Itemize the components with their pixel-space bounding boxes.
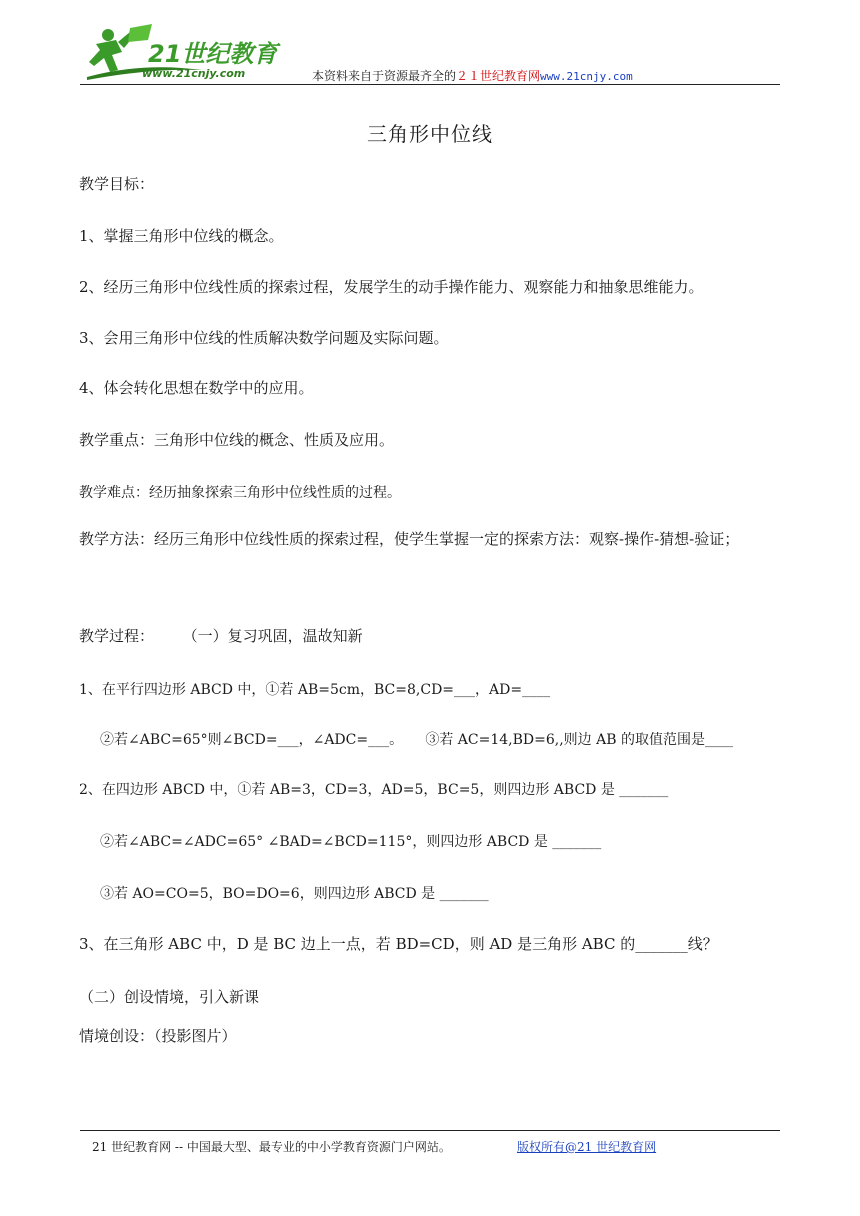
section-2-heading: （二）创设情境，引入新课 [79,988,260,1006]
logo-text: 21世纪教育 [148,40,278,68]
question-2b: ②若∠ABC=∠ADC=65° ∠BAD=∠BCD=115°，则四边形 ABCD 是 _______ [100,834,602,850]
objective-2: 2、经历三角形中位线性质的探索过程，发展学生的动手操作能力、观察能力和抽象思维能力。 [79,278,704,296]
page-title: 三角形中位线 [367,122,493,146]
objectives-heading: 教学目标： [79,175,155,193]
key-points: 教学重点：三角形中位线的概念、性质及应用。 [79,431,395,449]
logo-url: www.21cnjy.com [142,67,246,80]
source-url-link[interactable]: www.21cnjy.com [540,70,633,83]
runner-icon [89,29,134,72]
site-logo[interactable] [82,22,282,84]
question-2a: 2、在四边形 ABCD 中，①若 AB=3，CD=3，AD=5，BC=5，则四边形 ABCD 是 _______ [79,782,669,798]
source-prefix: 本资料来自于资源最齐全的 [312,69,457,83]
difficulties: 教学难点：经历抽象探索三角形中位线性质的过程。 [79,485,401,501]
scenario-line: 情境创设：（投影图片） [79,1027,237,1045]
objective-4: 4、体会转化思想在数学中的应用。 [79,379,314,397]
question-1a: 1、在平行四边形 ABCD 中，①若 AB=5cm，BC=8,CD=___，AD=____ [79,682,551,698]
question-3: 3、在三角形 ABC 中，D 是 BC 边上一点，若 BD=CD，则 AD 是三角形 ABC 的_______线？ [79,935,718,953]
teaching-method: 教学方法：经历三角形中位线性质的探索过程，使学生掌握一定的探索方法：观察-操作-猜想-验证； [79,530,740,548]
source-site-link[interactable]: ２１世纪教育网 [456,69,541,83]
teaching-process: 教学过程： （一）复习巩固，温故知新 [79,627,363,645]
objective-3: 3、会用三角形中位线的性质解决数学问题及实际问题。 [79,329,449,347]
objective-1: 1、掌握三角形中位线的概念。 [79,227,284,245]
header-divider [80,84,780,85]
header-source [312,67,633,84]
footer-copyright-link[interactable]: 版权所有@21 世纪教育网 [517,1140,657,1154]
question-1b: ②若∠ABC=65°则∠BCD=___，∠ADC=___。 ③若 AC=14,BD=6,,则边 AB 的取值范围是____ [100,732,733,748]
footer-text: 21 世纪教育网 -- 中国最大型、最专业的中小学教育资源门户网站。 [92,1140,451,1154]
question-2c: ③若 AO=CO=5，BO=DO=6，则四边形 ABCD 是 _______ [100,886,489,902]
footer-divider [80,1130,780,1131]
